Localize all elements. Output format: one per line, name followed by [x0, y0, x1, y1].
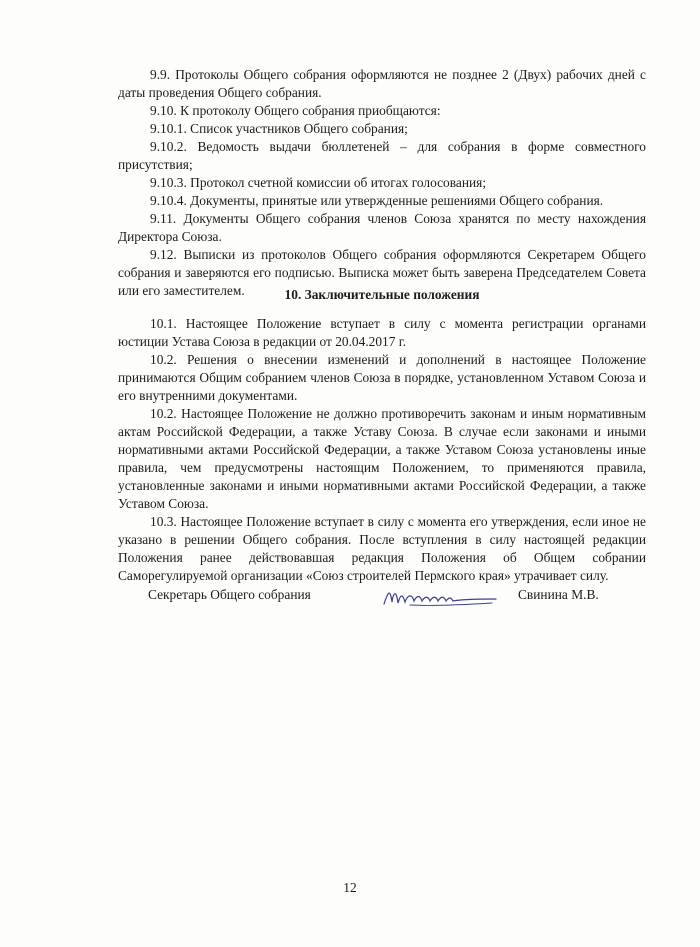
clause-10-3: 10.3. Настоящее Положение вступает в силу с момента его утверждения, если иное не указано в решении Общего собрания. После вступления в силу настоящей редакции Положения ранее действовавшая редакция Положения об Общем собрании Саморегулируемой организации «Союз строителей Пермского края» утрачивает силу.	[118, 514, 646, 583]
handwritten-signature	[380, 584, 500, 615]
clause-10-2a: 10.2. Решения о внесении изменений и дополнений в настоящее Положение принимаются Общим собранием членов Союза в порядке, установленном Уставом Союза и его внутренними документами.	[118, 352, 646, 403]
clause-10-1: 10.1. Настоящее Положение вступает в силу с момента регистрации органами юстиции Устава Союза в редакции от 20.04.2017 г.	[118, 316, 646, 349]
clause-9-10-4: 9.10.4. Документы, принятые или утвержденные решениями Общего собрания.	[150, 193, 604, 208]
page-number: 12	[343, 880, 357, 895]
signatory-role: Секретарь Общего собрания	[148, 587, 311, 602]
clause-9-10-1: 9.10.1. Список участников Общего собрания;	[150, 121, 408, 136]
clause-9-9: 9.9. Протоколы Общего собрания оформляются не позднее 2 (Двух) рабочих дней с даты проведения Общего собрания.	[118, 67, 646, 100]
section-10-heading: 10. Заключительные положения	[284, 287, 480, 302]
clause-9-10-2: 9.10.2. Ведомость выдачи бюллетеней – для собрания в форме совместного присутствия;	[118, 139, 646, 172]
signatory-name: Свинина М.В.	[518, 587, 599, 602]
clause-9-12: 9.12. Выписки из протоколов Общего собрания оформляются Секретарем Общего собрания и заверяются его подписью. Выписка может быть заверена Председателем Совета или его заместителем.	[118, 247, 646, 298]
clause-10-2b: 10.2. Настоящее Положение не должно противоречить законам и иным нормативным актам Российской Федерации, а также Уставу Союза. В случае если законами и иными нормативными актами Российской Федерации, а также Уставом Союза установлены иные правила, чем предусмотрены настоящим Положением, то применяются правила, установленные законами и иными нормативными актами Российской Федерации, а также Уставом Союза.	[118, 406, 646, 511]
signature-block	[148, 586, 648, 616]
section-9-body	[118, 66, 646, 300]
section-10-body	[118, 315, 646, 585]
clause-9-10: 9.10. К протоколу Общего собрания приобщаются:	[150, 103, 441, 118]
clause-9-10-3: 9.10.3. Протокол счетной комиссии об итогах голосования;	[150, 175, 487, 190]
clause-9-11: 9.11. Документы Общего собрания членов Союза хранятся по месту нахождения Директора Союза.	[118, 211, 646, 244]
